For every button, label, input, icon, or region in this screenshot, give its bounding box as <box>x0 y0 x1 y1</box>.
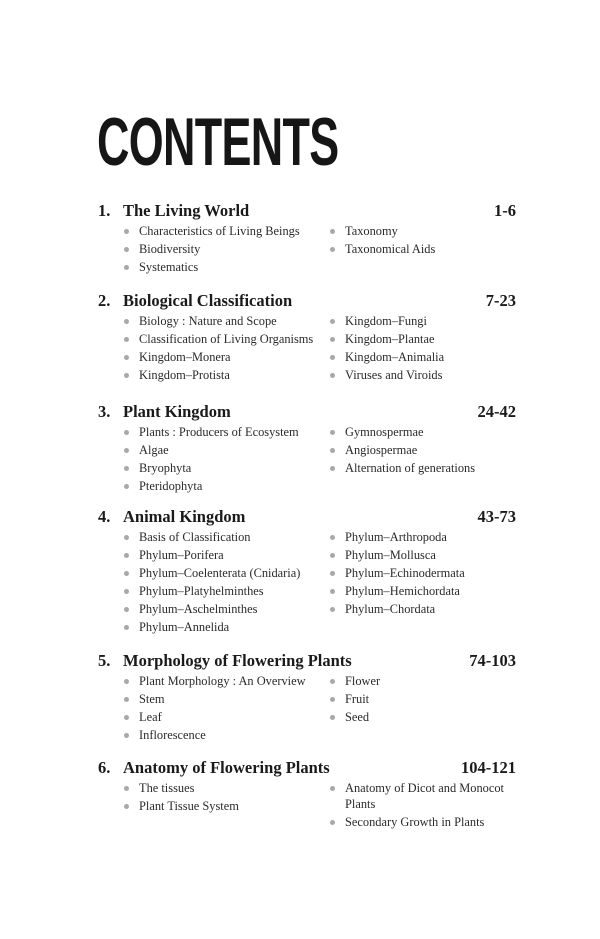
toc-section <box>98 507 516 634</box>
section-title: Plant Kingdom <box>123 402 231 421</box>
topic-label: Classification of Living Organisms <box>139 332 314 346</box>
topic-column-left <box>124 423 324 495</box>
bullet-icon <box>330 448 335 453</box>
topic-label: Pteridophyta <box>139 479 203 493</box>
topic-item <box>330 441 500 459</box>
bullet-icon <box>330 247 335 252</box>
bullet-icon <box>124 355 129 360</box>
topic-label: Angiospermae <box>345 443 418 457</box>
topic-label: Viruses and Viroids <box>345 368 443 382</box>
bullet-icon <box>330 571 335 576</box>
topic-item <box>330 312 500 330</box>
section-title: The Living World <box>123 201 250 220</box>
section-heading[interactable] <box>98 651 516 671</box>
topic-label: Kingdom–Monera <box>139 350 231 364</box>
topic-label: Inflorescence <box>139 728 206 742</box>
bullet-icon <box>124 733 129 738</box>
bullet-icon <box>124 247 129 252</box>
topic-item <box>330 779 510 813</box>
topic-column-right <box>330 779 504 831</box>
bullet-icon <box>330 607 335 612</box>
topic-column-right <box>330 672 500 726</box>
topic-label: Kingdom–Animalia <box>345 350 445 364</box>
topic-item <box>124 582 324 600</box>
topic-item <box>124 423 324 441</box>
topic-item <box>124 708 324 726</box>
bullet-icon <box>330 820 335 825</box>
section-number: 1. <box>98 201 111 220</box>
bullet-icon <box>124 265 129 270</box>
section-title: Morphology of Flowering Plants <box>123 651 352 670</box>
section-pages: 7-23 <box>485 291 516 310</box>
bullet-icon <box>330 373 335 378</box>
topic-label: Kingdom–Plantae <box>345 332 435 346</box>
topic-item <box>124 726 324 744</box>
topic-item <box>330 813 500 831</box>
topic-label: Algae <box>139 443 169 457</box>
topic-label: Biodiversity <box>139 242 201 256</box>
bullet-icon <box>124 715 129 720</box>
topic-label: Phylum–Chordata <box>345 602 436 616</box>
bullet-icon <box>124 337 129 342</box>
topic-label: Phylum–Platyhelminthes <box>139 584 264 598</box>
bullet-icon <box>330 697 335 702</box>
section-heading[interactable] <box>98 507 516 527</box>
section-number: 4. <box>98 507 111 526</box>
bullet-icon <box>124 430 129 435</box>
topic-item <box>330 528 500 546</box>
topic-item <box>124 564 324 582</box>
section-title: Animal Kingdom <box>123 507 246 526</box>
topic-label: Basis of Classification <box>139 530 251 544</box>
topic-item <box>124 222 324 240</box>
bullet-icon <box>124 373 129 378</box>
bullet-icon <box>330 715 335 720</box>
topic-item <box>330 366 500 384</box>
topic-label: Plants : Producers of Ecosystem <box>139 425 299 439</box>
topic-item <box>124 477 324 495</box>
topic-label: The tissues <box>139 781 195 795</box>
topic-item <box>330 564 500 582</box>
topic-label: Phylum–Coelenterata (Cnidaria) <box>139 566 301 580</box>
topic-item <box>124 240 324 258</box>
topic-label: Phylum–Mollusca <box>345 548 436 562</box>
section-pages: 43-73 <box>477 507 516 526</box>
toc-section <box>98 651 516 742</box>
topic-column-right <box>330 423 500 477</box>
section-title: Anatomy of Flowering Plants <box>123 758 330 777</box>
bullet-icon <box>124 697 129 702</box>
topic-label: Kingdom–Protista <box>139 368 230 382</box>
topic-label: Flower <box>345 674 381 688</box>
topic-item <box>124 672 324 690</box>
bullet-icon <box>124 804 129 809</box>
topic-column-left <box>124 222 324 276</box>
topic-label: Leaf <box>139 710 162 724</box>
topic-label: Phylum–Arthropoda <box>345 530 447 544</box>
bullet-icon <box>330 553 335 558</box>
topic-label: Anatomy of Dicot and Monocot Plants <box>345 781 504 811</box>
topic-label: Bryophyta <box>139 461 192 475</box>
topic-item <box>124 779 324 797</box>
section-heading[interactable] <box>98 402 516 422</box>
bullet-icon <box>330 786 335 791</box>
bullet-icon <box>330 319 335 324</box>
topic-label: Phylum–Hemichordata <box>345 584 460 598</box>
topic-label: Taxonomical Aids <box>345 242 436 256</box>
bullet-icon <box>330 337 335 342</box>
topic-item <box>124 312 324 330</box>
bullet-icon <box>124 466 129 471</box>
topic-column-left <box>124 672 324 744</box>
section-pages: 24-42 <box>477 402 516 421</box>
topic-label: Biology : Nature and Scope <box>139 314 277 328</box>
topic-column-left <box>124 779 324 815</box>
section-pages: 74-103 <box>469 651 516 670</box>
topic-label: Phylum–Aschelminthes <box>139 602 258 616</box>
topic-item <box>330 459 500 477</box>
topic-item <box>330 600 500 618</box>
topic-label: Taxonomy <box>345 224 398 238</box>
topic-item <box>124 348 324 366</box>
topic-item <box>330 672 500 690</box>
bullet-icon <box>330 535 335 540</box>
topic-item <box>124 366 324 384</box>
bullet-icon <box>330 355 335 360</box>
topic-item <box>330 582 500 600</box>
bullet-icon <box>124 484 129 489</box>
topic-item <box>124 546 324 564</box>
section-number: 6. <box>98 758 111 777</box>
topic-item <box>330 708 500 726</box>
toc-section <box>98 758 516 829</box>
bullet-icon <box>124 319 129 324</box>
bullet-icon <box>330 430 335 435</box>
section-heading[interactable] <box>98 758 516 778</box>
section-heading[interactable] <box>98 291 516 311</box>
topic-label: Phylum–Porifera <box>139 548 224 562</box>
topic-column-left <box>124 312 324 384</box>
bullet-icon <box>124 229 129 234</box>
topic-item <box>124 459 324 477</box>
section-number: 3. <box>98 402 111 421</box>
topic-item <box>330 240 500 258</box>
topic-label: Gymnospermae <box>345 425 424 439</box>
bullet-icon <box>330 229 335 234</box>
section-title: Biological Classification <box>123 291 293 310</box>
topic-label: Stem <box>139 692 165 706</box>
section-pages: 104-121 <box>461 758 516 777</box>
topic-item <box>330 423 500 441</box>
section-heading[interactable] <box>98 201 516 221</box>
bullet-icon <box>330 589 335 594</box>
bullet-icon <box>124 679 129 684</box>
topic-item <box>124 330 324 348</box>
bullet-icon <box>124 571 129 576</box>
bullet-icon <box>124 553 129 558</box>
topic-label: Plant Tissue System <box>139 799 239 813</box>
bullet-icon <box>124 607 129 612</box>
bullet-icon <box>124 589 129 594</box>
topic-label: Fruit <box>345 692 370 706</box>
topic-label: Secondary Growth in Plants <box>345 815 485 829</box>
topic-item <box>330 690 500 708</box>
topic-item <box>124 690 324 708</box>
topic-item <box>124 528 324 546</box>
bullet-icon <box>330 679 335 684</box>
topic-item <box>330 330 500 348</box>
topic-item <box>124 441 324 459</box>
section-number: 5. <box>98 651 111 670</box>
topic-column-right <box>330 528 500 618</box>
topic-label: Systematics <box>139 260 199 274</box>
toc-section <box>98 291 516 382</box>
topic-item <box>124 600 324 618</box>
topic-item <box>124 258 324 276</box>
toc-section <box>98 201 516 274</box>
page-title: CONTENTS <box>97 104 339 180</box>
topic-item <box>124 618 324 636</box>
topic-label: Alternation of generations <box>345 461 476 475</box>
bullet-icon <box>330 466 335 471</box>
bullet-icon <box>124 786 129 791</box>
topic-label: Seed <box>345 710 370 724</box>
bullet-icon <box>124 625 129 630</box>
topic-label: Phylum–Annelida <box>139 620 230 634</box>
topic-item <box>330 222 500 240</box>
topic-label: Kingdom–Fungi <box>345 314 427 328</box>
section-number: 2. <box>98 291 111 310</box>
toc-section <box>98 402 516 493</box>
topic-column-right <box>330 222 500 258</box>
topic-item <box>124 797 324 815</box>
bullet-icon <box>124 535 129 540</box>
topic-column-left <box>124 528 324 636</box>
topic-item <box>330 546 500 564</box>
topic-column-right <box>330 312 500 384</box>
topic-label: Characteristics of Living Beings <box>139 224 300 238</box>
bullet-icon <box>124 448 129 453</box>
section-pages: 1-6 <box>494 201 516 220</box>
topic-item <box>330 348 500 366</box>
topic-label: Plant Morphology : An Overview <box>139 674 306 688</box>
topic-label: Phylum–Echinodermata <box>345 566 465 580</box>
